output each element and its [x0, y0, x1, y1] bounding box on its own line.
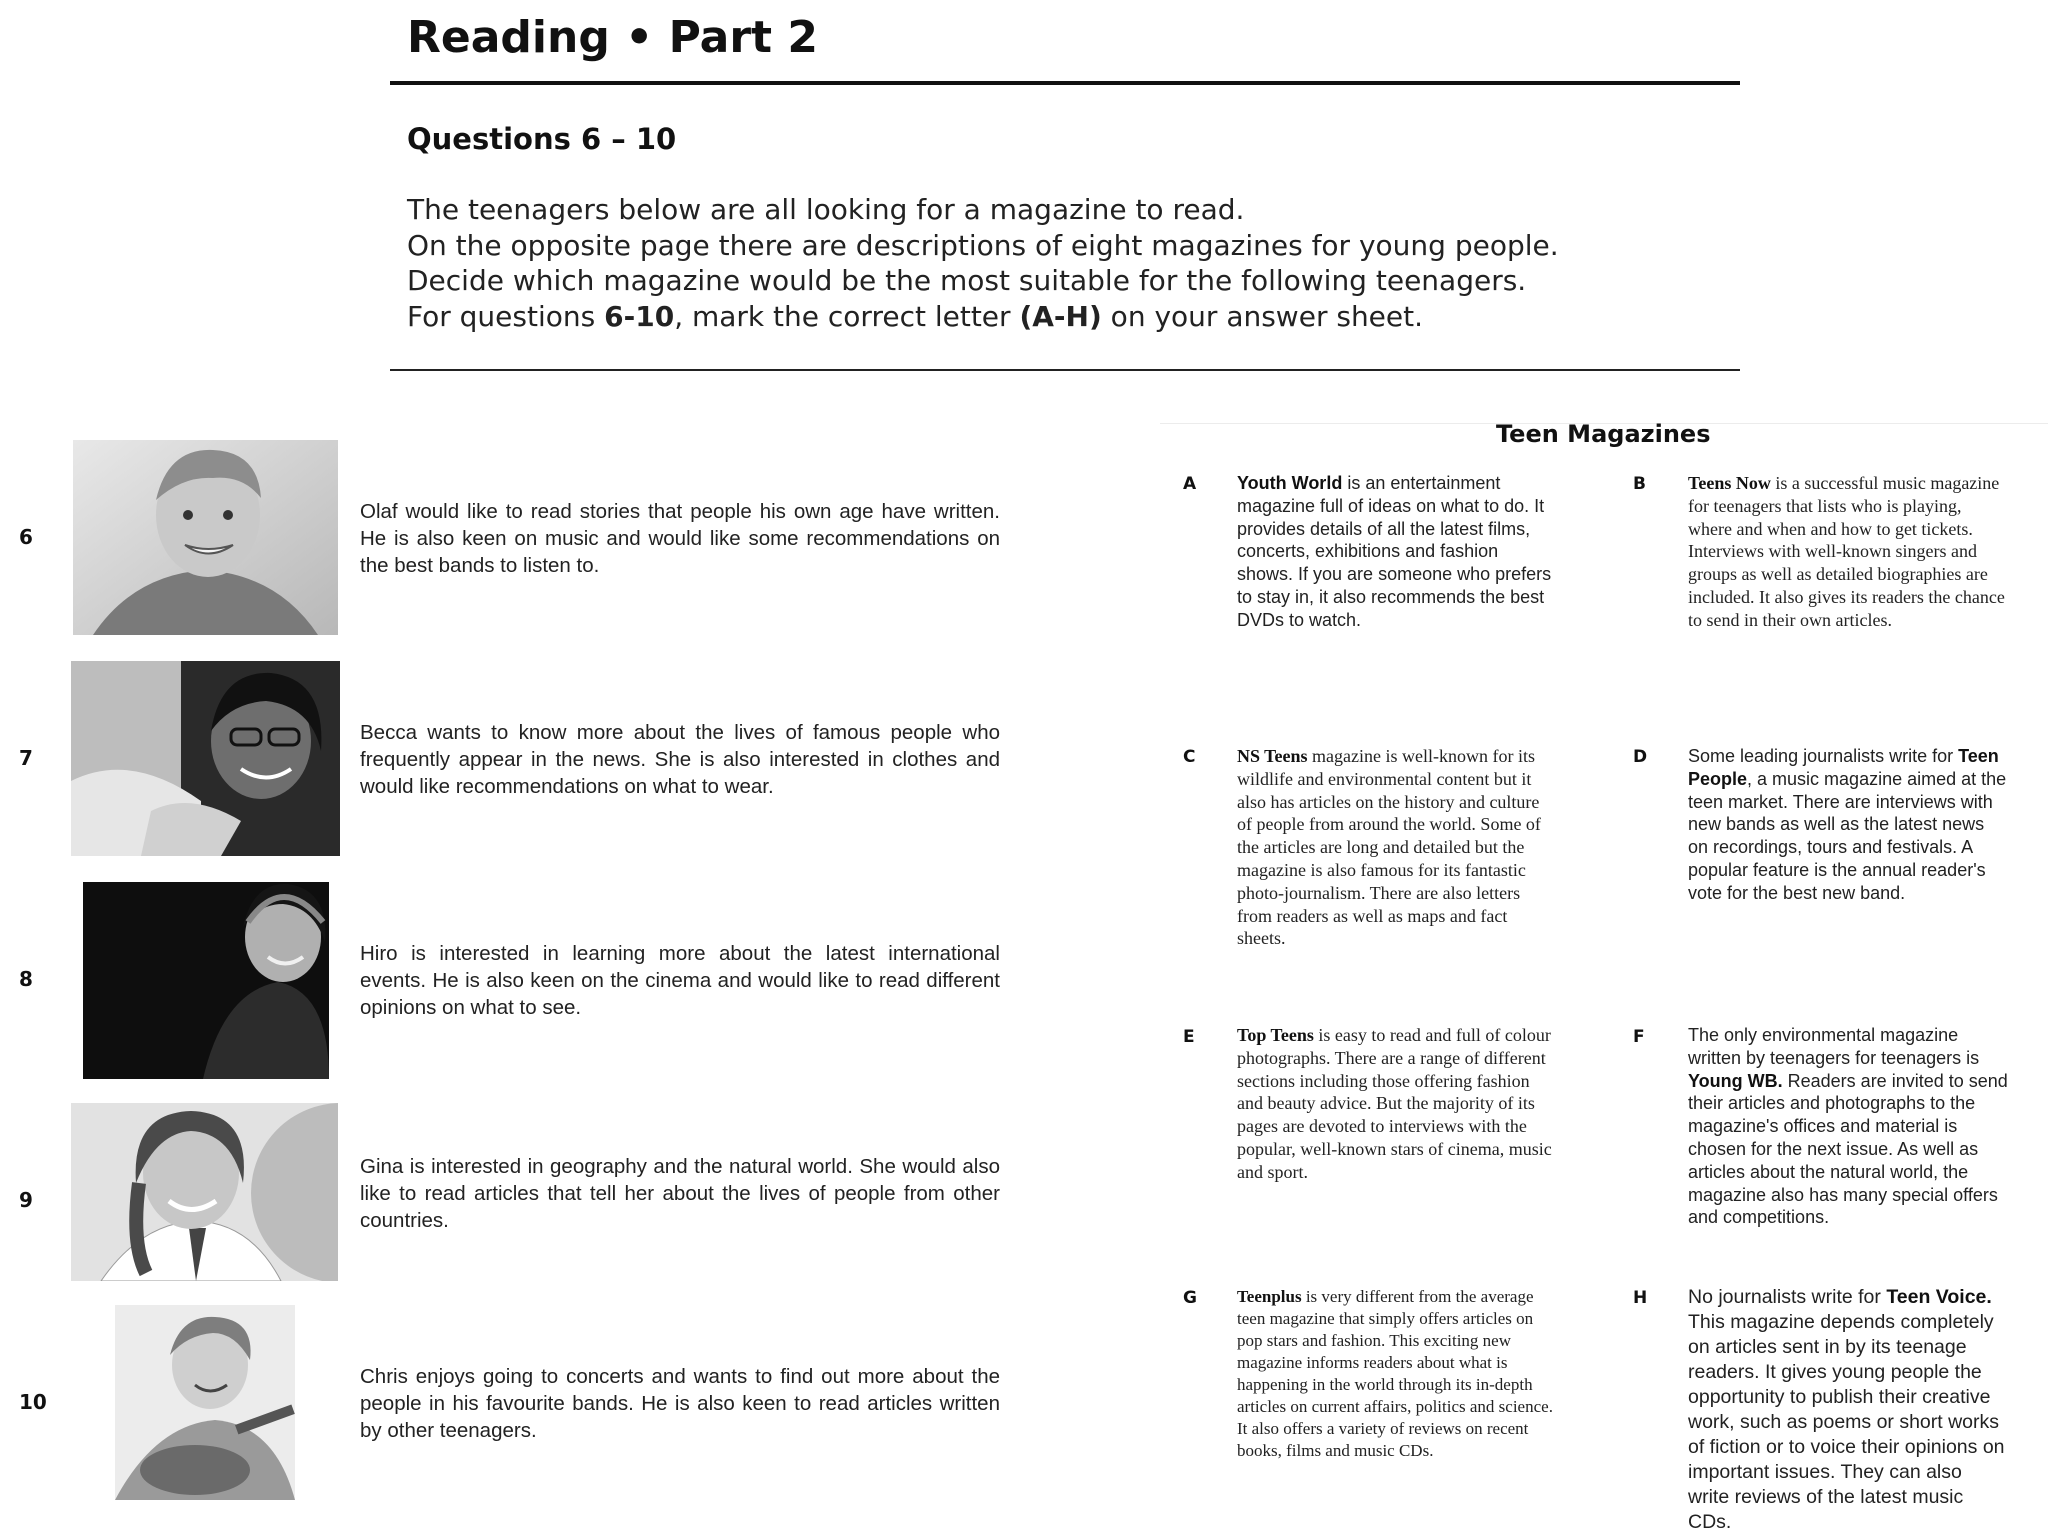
- magazine-description: [1237, 1286, 1557, 1462]
- instruction-line: On the opposite page there are descriptions of eight magazines for young people.: [407, 228, 1559, 262]
- instruction-line: Decide which magazine would be the most suitable for the following teenagers.: [407, 264, 1527, 297]
- question-text: Hiro is interested in learning more about the latest international events. He is also keen on the cinema and would like to read different opinions on what to see.: [360, 942, 1000, 1019]
- magazine-text: Some leading journalists write for: [1688, 746, 1959, 766]
- questions-label: Questions 6 – 10: [407, 122, 677, 156]
- boy-headphones-photo-icon: [83, 882, 329, 1079]
- question-number: 10: [19, 1390, 47, 1414]
- instruction-bold: 6-10: [604, 299, 675, 333]
- magazine-text: is very different from the average teen magazine that simply offers articles on pop stars and fashion. This exciting new magazine informs readers about what is happening in the world through its in-depth articles on current affairs, politics and science. It also offers a variety of reviews on recent books, films and music CDs.: [1237, 1287, 1553, 1460]
- instructions: [407, 192, 1707, 334]
- girl-globe-photo-icon: [71, 1103, 338, 1281]
- question-number: 7: [19, 746, 33, 770]
- header-rule: [390, 81, 1740, 85]
- girl-reading-photo-icon: [71, 661, 340, 856]
- boy-guitar-photo-icon: [115, 1305, 295, 1500]
- magazine-letter: E: [1183, 1027, 1195, 1047]
- section-divider: [390, 369, 1740, 371]
- magazine-description: [1688, 472, 2008, 632]
- magazine-description: [1237, 1024, 1557, 1184]
- magazine-name: Teen Voice.: [1886, 1286, 1992, 1308]
- magazine-name: NS Teens: [1237, 746, 1308, 766]
- instruction-text: on your answer sheet.: [1101, 299, 1424, 333]
- instruction-bold: (A-H): [1019, 299, 1102, 333]
- instruction-text: For questions: [407, 299, 605, 333]
- question-row: [0, 1305, 1010, 1505]
- magazine-letter: A: [1183, 474, 1197, 494]
- page-title: Reading • Part 2: [407, 12, 818, 63]
- magazine-text: , a music magazine aimed at the teen market. There are interviews with new bands as well as the latest news on recordings, tours and festivals. A popular feature is the annual reader's vote for the best new band.: [1688, 768, 2007, 903]
- magazine-description: [1237, 745, 1557, 950]
- magazine-description: [1688, 1024, 2008, 1229]
- question-row: [0, 661, 1010, 861]
- magazine-name: Teen People: [1688, 746, 1999, 789]
- magazine-text: This magazine depends completely on articles sent in by its teenage readers. It gives young people the opportunity to publish their creative work, such as poems or short works of fiction or to voice their opinions on important issues. They can also write reviews of the latest music CDs.: [1688, 1311, 2005, 1533]
- magazine-letter: D: [1633, 747, 1648, 767]
- magazine-text: is an entertainment magazine full of ideas on what to do. It provides details of all the latest films, concerts, exhibitions and fashion shows. If you are someone who prefers to stay in, it also recommends the best DVDs to watch.: [1237, 473, 1552, 630]
- question-row: [0, 1103, 1010, 1303]
- magazine-letter: C: [1183, 747, 1196, 767]
- magazines-title: Teen Magazines: [1496, 420, 1711, 448]
- question-row: [0, 882, 1010, 1082]
- question-number: 9: [19, 1188, 33, 1212]
- question-text: Gina is interested in geography and the natural world. She would also like to read articles that tell her about the lives of people from other countries.: [360, 1155, 1000, 1232]
- magazine-text: Readers are invited to send their articles and photographs to the magazine's offices and material is chosen for the next issue. As well as articles about the natural world, the magazine also has many special offers and competitions.: [1688, 1070, 2008, 1228]
- magazine-letter: H: [1633, 1288, 1648, 1308]
- question-number: 6: [19, 525, 33, 549]
- magazine-name: Top Teens: [1237, 1025, 1314, 1045]
- instruction-text: , mark the correct letter: [674, 299, 1020, 333]
- question-text: Becca wants to know more about the lives of famous people who frequently appear in the news. She is also interested in clothes and would like recommendations on what to wear.: [360, 721, 1000, 798]
- magazine-letter: B: [1633, 474, 1646, 494]
- magazine-description: [1688, 745, 2008, 905]
- magazine-description: [1237, 472, 1557, 632]
- magazine-letter: F: [1633, 1027, 1645, 1047]
- question-text: Chris enjoys going to concerts and wants to find out more about the people in his favourite bands. He is also keen to read articles written by other teenagers.: [360, 1365, 1000, 1442]
- magazine-name: Youth World: [1237, 473, 1343, 493]
- magazine-name: Teens Now: [1688, 473, 1771, 493]
- question-row: [0, 440, 1010, 640]
- question-text: Olaf would like to read stories that people his own age have written. He is also keen on music and would like some recommendations on the best bands to listen to.: [360, 500, 1000, 577]
- magazine-name: Teenplus: [1237, 1287, 1302, 1306]
- instruction-line: The teenagers below are all looking for a magazine to read.: [407, 193, 1245, 226]
- magazine-text: The only environmental magazine written by teenagers for teenagers is: [1688, 1025, 1980, 1068]
- magazine-description: [1688, 1285, 2008, 1535]
- instruction-line: [407, 299, 1707, 335]
- magazine-text: is a successful music magazine for teenagers that lists who is playing, where and when and how to get tickets. Interviews with well-known singers and groups as well as detailed biographies are included. It also gives its readers the chance to send in their own articles.: [1688, 473, 2005, 630]
- magazine-name: Young WB.: [1688, 1070, 1783, 1091]
- magazine-letter: G: [1183, 1288, 1197, 1308]
- magazine-text: No journalists write for: [1688, 1286, 1887, 1308]
- magazine-text: is easy to read and full of colour photographs. There are a range of different sections including those offering fashion and beauty advice. But the majority of its pages are devoted to interviews with the popular, well-known stars of cinema, music and sport.: [1237, 1025, 1552, 1182]
- question-number: 8: [19, 967, 33, 991]
- magazine-text: magazine is well-known for its wildlife and environmental content but it also has articles on the history and culture of people from around the world. Some of the articles are long and detailed but the magazine is also famous for its fantastic photo-journalism. There are also letters from readers as well as maps and fact sheets.: [1237, 746, 1541, 949]
- boy-portrait-photo-icon: [73, 440, 338, 635]
